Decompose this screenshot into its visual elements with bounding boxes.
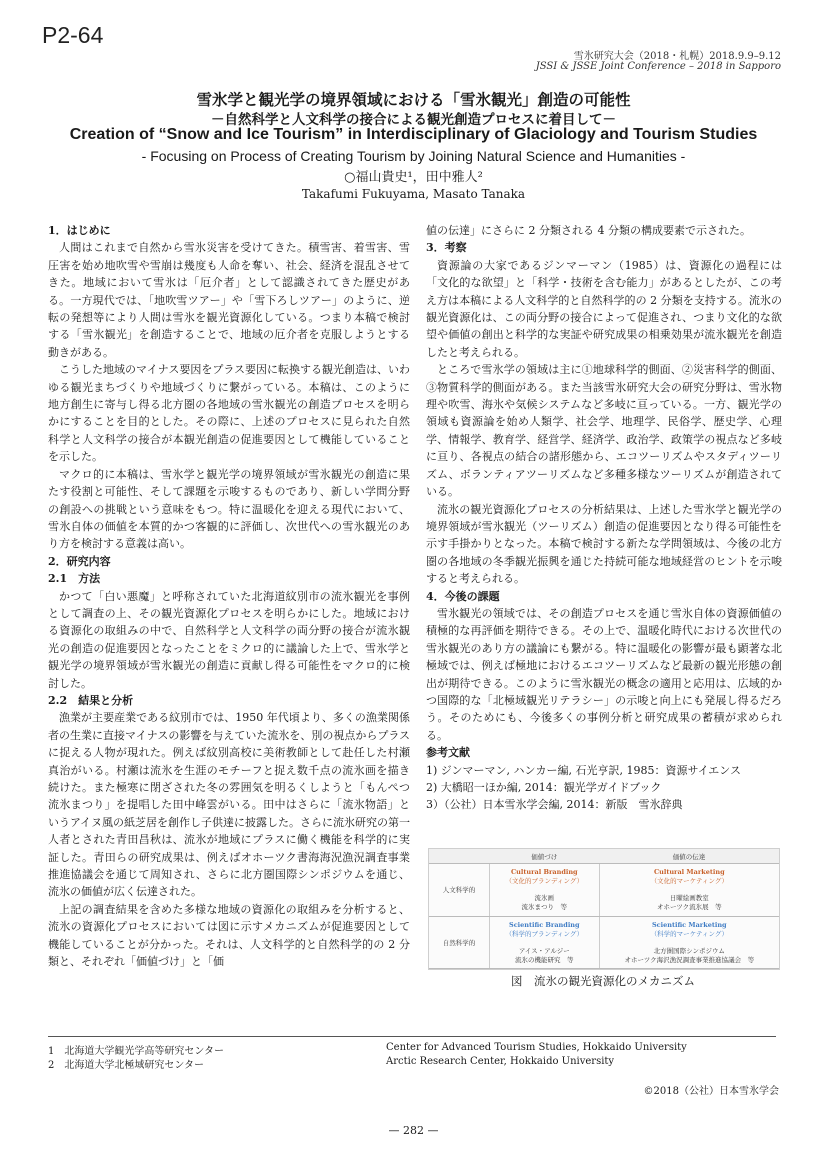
figure-cell-example: 北方圏国際シンポジウム [653,946,725,955]
figure-cell-sub: （文化的ブランディング） [505,877,584,886]
figure-cell [490,864,600,917]
conference-ja: 雪氷研究大会（2018・札幌）2018.9.9–9.12 [573,51,781,62]
reference-item: 1) ジンマーマン, ハンカー編, 石光亨訳, 1985：資源サイエンス [426,763,741,777]
reference-item: 3）（公社）日本雪氷学会編, 2014：新版 雪氷辞典 [426,798,683,812]
title-ja: 雪氷学と観光学の境界領域における「雪氷観光」創造の可能性 [196,90,631,109]
footnote-1-en: Center for Advanced Tourism Studies, Hokkaido University [386,1042,687,1053]
figure-corner [429,849,490,864]
footnote-2-en: Arctic Research Center, Hokkaido University [386,1056,615,1067]
figure-cell-sub: （科学的マーケティング） [650,929,729,938]
figure-cell-title: Cultural Branding [511,868,578,877]
footnote-1: 1 北海道大学観光学高等研究センター [48,1046,224,1057]
mechanism-figure [428,848,780,970]
paragraph: 値の伝達」にさらに 2 分類される 4 分類の構成要素で示された。 [426,224,751,237]
conference-en: JSSI & JSSE Joint Conference – 2018 in Sapporo [535,61,781,72]
figure-cell [599,916,779,969]
references-heading: 参考文献 [426,746,470,760]
page-number: — 282 — [388,1124,439,1137]
figure-cell [599,864,779,917]
authors-en: Takafumi Fukuyama, Masato Tanaka [301,187,526,201]
figure-cell-example: 流氷画 [534,894,555,903]
paragraph: ところで雪氷学の領域は主に①地球科学的側面、②災害科学的側面、③物質科学的側面がある。また当該雪氷研究大会の研究分野は、雪氷物理や吹雪、海氷や気候システムなど多岐に亘っている。一方、観光学の領域も資源論を始め人類学、社会学、地理学、民俗学、歴史学、心理学、情報学、教育学、経営学、経済学、政治学、政策学の視点など多岐に亘り、各視点の結合の諸形態から、エコツーリズムやスタディツーリズム、ボランティアツーリズムなど多種多様なツーリズムが創造されている。 [426,363,782,499]
figure-cell-example: オホーツク流氷展 等 [656,903,722,912]
paragraph: 資源論の大家であるジンマーマン（1985）は、資源化の過程には「文化的な欲望」と「科学・技術を含む能力」があるとしたが、この考え方は本稿による人文科学的と自然科学的の 2 分類を支持する。流氷の観光資源化は、この両分野の接合によって促進され、つまり文化的な欲望や価値の創出と科学的な実証や研究成果の相乗効果が流氷観光を創造したと考えられる。 [426,258,782,359]
figure-cell-example: 日曜絵画教室 [669,894,709,903]
title-en: Creation of “Snow and Ice Tourism” in Interdisciplinary of Glaciology and Tourism Studies [69,126,758,143]
authors-ja: ○福山貴史¹，田中雅人² [344,170,483,185]
figure-cell-title: Cultural Marketing [653,868,725,877]
right-column [426,222,782,814]
figure-cell-example: アイス・アルジー [518,946,570,955]
paragraph: こうした地域のマイナス要因をプラス要因に転換する観光創造は、いわゆる観光まちづくりや地域づくりに繋がっている。本稿は、このように地方創生に寄与し得る北方圏の各地域の雪氷観光の創造プロセスを明らかにすることを目的とした。その際に、上述のプロセスに見られた自然科学と人文科学の接合が本観光創造の促進要因として機能していることを示した。 [48,363,411,464]
section-heading: 2．研究内容 [48,554,111,568]
footnote-divider [48,1036,776,1037]
figure-cell-example: オホーツク海沢漁況調査事業推進協議会 等 [624,955,755,964]
paper-id: P2-64 [42,22,104,48]
figure-cell-title: Scientific Branding [509,920,580,929]
figure-cell-example: 流氷まつり 等 [521,903,568,912]
left-column [48,222,410,970]
footnote-2: 2 北海道大学北極域研究センター [48,1060,204,1071]
figure-caption: 図 流氷の観光資源化のメカニズム [511,974,695,988]
paragraph: 流氷の観光資源化プロセスの分析結果は、上述した雪氷学と観光学の境界領域が雪氷観光（ツーリズム）創造の促進要因となり得る可能性を示す手掛かりとなった。本稿で検討する新たな学問領域は、今後の北方圏の各地域の冬季観光振興を通じた持続可能な地域経営のヒントを示唆すると考えられる。 [426,502,782,586]
figure-col-header: 価値づけ [490,849,600,864]
subtitle-ja: －自然科学と人文科学の接合による観光創造プロセスに着目して－ [211,112,616,128]
section-heading: 3．考察 [426,241,467,255]
paragraph: 人間はこれまで自然から雪氷災害を受けてきた。積雪害、着雪害、雪圧害を始め地吹雪や雪崩は幾度も人命を奪い、社会、経済を混乱させてきた。地域において雪氷は「厄介者」として認識されてきた歴史がある。一方現代では、「地吹雪ツアー」や「雪下ろしツアー」のように、逆転の発想等により人間は雪氷を観光資源化している。つまり本稿で検討する「雪氷観光」を創造することで、地域の厄介者を克服しようとする動きがある。 [48,241,410,359]
figure-table [429,849,779,969]
subsection-heading: 2.2 結果と分析 [48,693,134,707]
paragraph: マクロ的に本稿は、雪氷学と観光学の境界領域が雪氷観光の創造に果たす役割と可能性、そして課題を示唆するものであり、新しい学問分野の創設への挑戦という意味をもつ。特に温暖化を迎える現代において、雪氷自体の価値を本質的かつ客観的に評価し、次世代への雪氷観光のあり方を検討する意義は高い。 [48,467,410,551]
copyright: ©2018（公社）日本雪氷学会 [643,1086,779,1097]
paragraph: 雪氷観光の領域では、その創造プロセスを通じ雪氷自体の資源価値の積極的な再評価を期待できる。その上で、温暖化時代における次世代の雪氷観光のあり方の議論にも繋がる。特に温暖化の影響が最も顕著な北極域では、例えば極地におけるエコツーリズムなど最新の観光形態の創出が期待できる。このように雪氷観光の概念の適用と応用は、広域的かつ国際的な「北極域観光リテラシー」の示唆と向上にも発展し得るだろう。そのためにも、今後多くの事例分析と研究成果の蓄積が求められる。 [426,606,782,742]
paragraph: かつて「白い悪魔」と呼称されていた北海道紋別市の流氷観光を事例として調査の上、その観光資源化プロセスを明らかにした。地域における資源化の取組みの中で、自然科学と人文科学の両分野の接合が流氷観光の創造の促進要因となったことをミクロ的に議論した上で、雪氷学と観光学の境界領域が雪氷観光の創造に貢献し得る可能性をマクロ的に検討した。 [48,589,410,690]
reference-item: 2) 大橋昭一ほか編, 2014：観光学ガイドブック [426,781,662,794]
subtitle-en: - Focusing on Process of Creating Tourism by Joining Natural Science and Humanities - [141,148,686,164]
figure-cell-sub: （科学的ブランディング） [505,929,584,938]
figure-cell-sub: （文化的マーケティング） [650,877,729,886]
subsection-heading: 2.1 方法 [48,572,101,586]
figure-row-header: 人文科学的 [429,864,490,917]
section-heading: 1．はじめに [48,224,111,237]
figure-row-header: 自然科学的 [429,916,490,969]
figure-cell-title: Scientific Marketing [651,920,727,929]
figure-cell-example: 流氷の機能研究 等 [515,955,574,964]
paragraph: 漁業が主要産業である紋別市では、1950 年代頃より、多くの漁業関係者の生業に直接マイナスの影響を与えていた流氷を、別の視点からプラスに捉える人物が現れた。例えば紋別高校に美術教師として赴任した村瀬真治がいる。村瀬は流氷を生涯のモチーフと捉え数千点の流氷画を描き続けた。また極寒に閉ざされた冬の雰囲気を明るくしようと「もんぺつ流氷まつり」を提唱した田中峰雲がいる。田中はさらに「流氷物語」というアイヌ風の紙芝居を創作し子供達に披露した。さらに流氷研究の第一人者とされた青田昌秋は、流氷が地域にプラスに働く機能を科学的に実証した。青田らの研究成果は、例えばオホーツク書海海況漁況調査事業推進協議会を通じて周知され、さらに北方圏国際シンポジウムを通じ、流氷の価値が広く伝達された。 [48,711,411,899]
section-heading: 4．今後の課題 [426,589,500,603]
figure-cell [490,916,600,969]
paragraph: 上記の調査結果を含めた多様な地域の資源化の取組みを分析すると、流氷の資源化プロセスにおいては図に示すメカニズムが促進要因として機能していることが分かった。それは、人文科学的と自然科学的の 2 分類と、それぞれ「価値づけ」と「価 [48,902,410,969]
figure-col-header: 価値の伝達 [599,849,779,864]
